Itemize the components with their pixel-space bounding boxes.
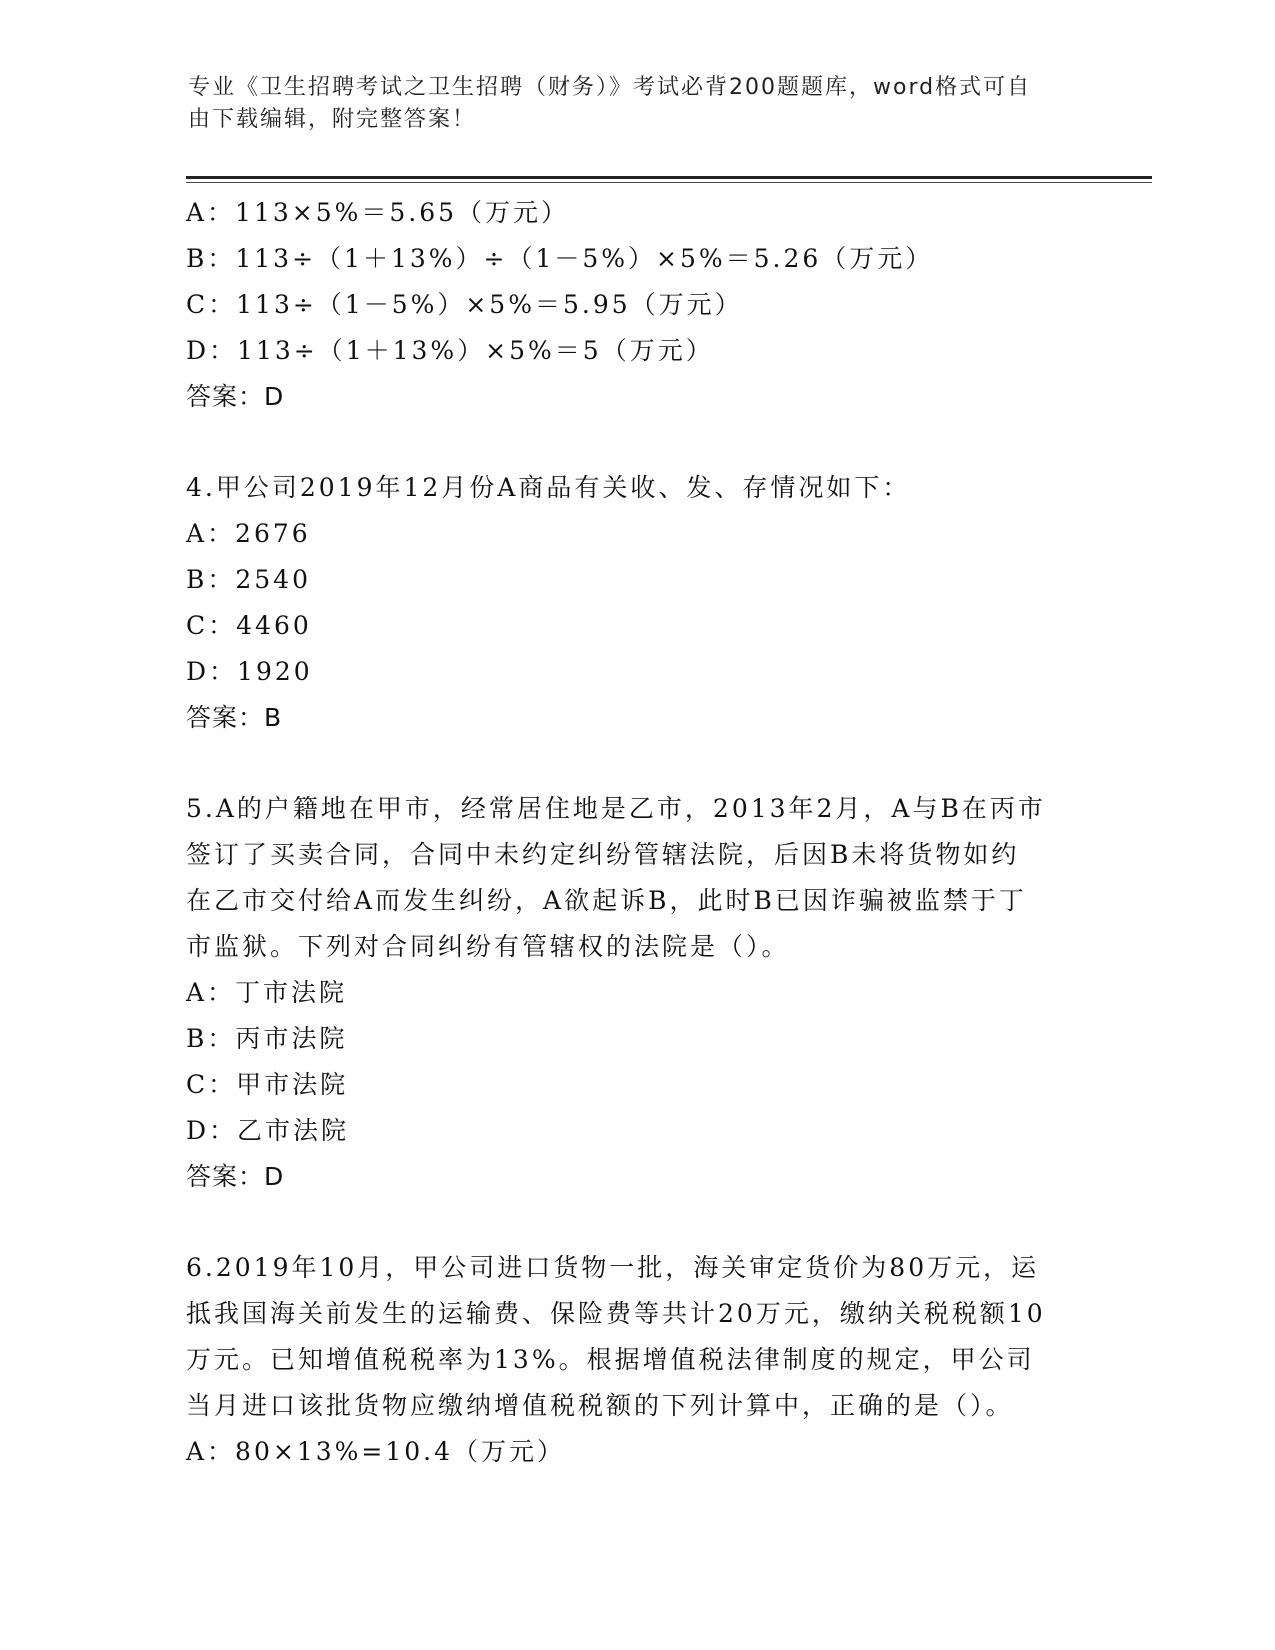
q6-stem-line-2: 抵我国海关前发生的运输费、保险费等共计20万元，缴纳关税税额10 [186,1299,1046,1328]
q5-option-c: C：甲市法院 [186,1070,349,1099]
document-header [188,72,1068,136]
q6-stem-line-3: 万元。已知增值税税率为13%。根据增值税法律制度的规定，甲公司 [186,1345,1035,1374]
q4-answer: 答案：B [186,703,283,732]
header-line-1: 专业《卫生招聘考试之卫生招聘（财务）》考试必背200题题库，word格式可自 [188,75,1032,100]
q3-answer: 答案：D [186,382,285,411]
q6-stem-line-4: 当月进口该批货物应缴纳增值税税额的下列计算中，正确的是（）。 [186,1391,1014,1420]
q5-stem-line-4: 市监狱。下列对合同纠纷有管辖权的法院是（）。 [186,932,790,961]
q4-stem: 4.甲公司2019年12月份A商品有关收、发、存情况如下： [186,473,911,502]
q5-answer: 答案：D [186,1162,285,1191]
q3-option-b: B：113÷（1＋13%）÷（1－5%）×5%＝5.26（万元） [186,244,934,273]
question-5 [186,786,1086,1200]
q3-option-c: C：113÷（1－5%）×5%＝5.95（万元） [186,290,743,319]
q6-stem-line-1: 6.2019年10月，甲公司进口货物一批，海关审定货价为80万元，运 [186,1253,1040,1282]
q3-option-a: A：113×5%＝5.65（万元） [186,198,570,227]
q4-option-c: C：4460 [186,611,312,640]
spacer [186,1200,1086,1245]
spacer [186,420,1086,465]
spacer [186,741,1086,786]
q5-option-a: A：丁市法院 [186,978,348,1007]
q4-option-d: D：1920 [186,657,313,686]
q5-option-b: B：丙市法院 [186,1024,348,1053]
header-divider-thin [186,182,1152,183]
q4-option-a: A：2676 [186,519,311,548]
question-6 [186,1245,1086,1475]
question-4 [186,465,1086,741]
header-divider-thick [186,176,1152,179]
q5-option-d: D：乙市法院 [186,1116,350,1145]
question-3 [186,190,1086,420]
header-line-2: 由下载编辑，附完整答案！ [188,107,477,132]
q5-stem-line-1: 5.A的户籍地在甲市，经常居住地是乙市，2013年2月，A与B在丙市 [186,794,1046,823]
q5-stem-line-2: 签订了买卖合同，合同中未约定纠纷管辖法院，后因B未将货物如约 [186,840,1020,869]
q6-option-a: A：80×13%=10.4（万元） [186,1437,565,1466]
q3-option-d: D：113÷（1＋13%）×5%＝5（万元） [186,336,714,365]
question-list [186,190,1086,1475]
q5-stem-line-3: 在乙市交付给A而发生纠纷，A欲起诉B，此时B已因诈骗被监禁于丁 [186,886,1027,915]
q4-option-b: B：2540 [186,565,311,594]
